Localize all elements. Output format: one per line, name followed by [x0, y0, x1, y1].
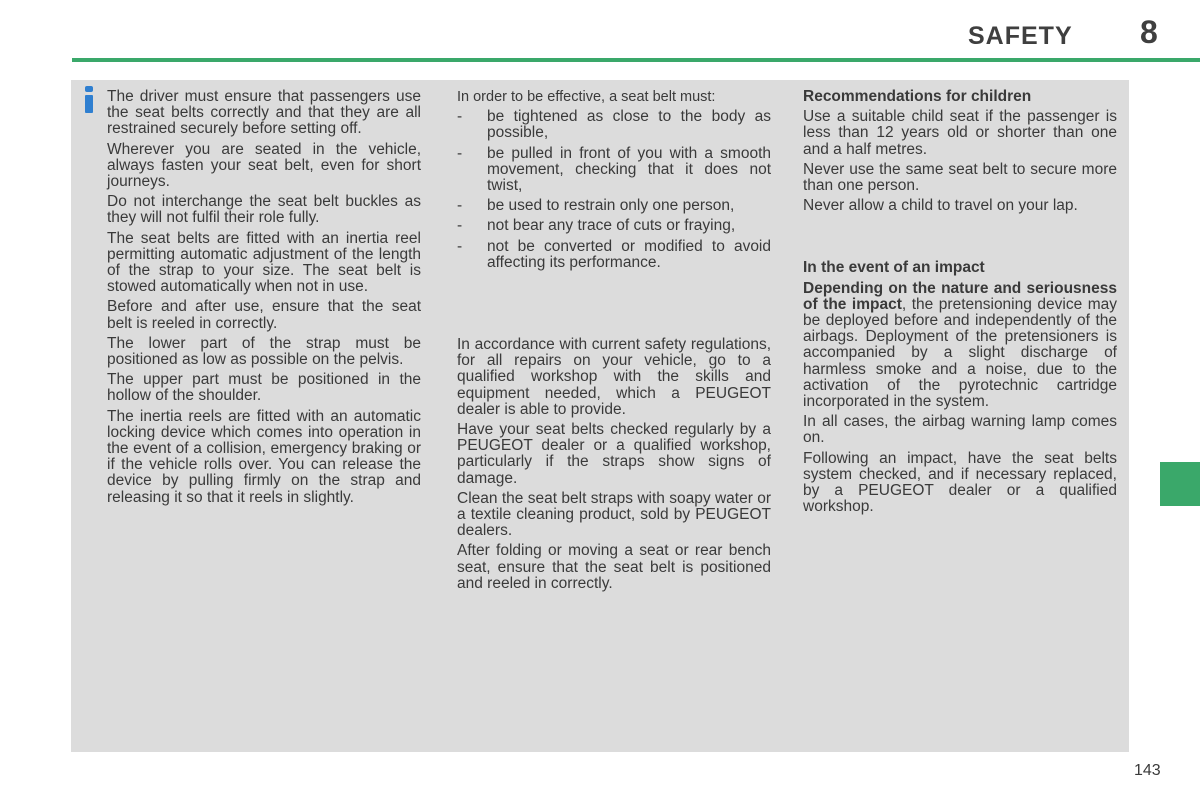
header-divider	[72, 58, 1200, 62]
paragraph: In all cases, the airbag warning lamp comes on.	[803, 413, 1117, 447]
list-item: - not be converted or modified to avoid affecting its performance.	[457, 237, 771, 271]
paragraph: The seat belts are fitted with an inertia reel permitting automatic adjustment of the length of the strap to your size. The seat belt is stowed automatically when not in use.	[107, 229, 421, 296]
paragraph: The upper part must be positioned in the hollow of the shoulder.	[107, 371, 421, 405]
info-icon-stem	[85, 95, 93, 113]
impact-heading: In the event of an impact	[803, 259, 985, 277]
section-title: SAFETY	[968, 22, 1073, 50]
list-item: - be tightened as close to the body as possible,	[457, 108, 771, 142]
list-item-text: not bear any trace of cuts or fraying,	[487, 217, 736, 235]
page-number: 143	[1134, 762, 1161, 779]
spacer	[457, 275, 771, 337]
list-item-text: not be converted or modified to avoid affecting its performance.	[487, 237, 771, 271]
paragraph: Never use the same seat belt to secure more than one person.	[803, 160, 1117, 195]
paragraph: Wherever you are seated in the vehicle, always fasten your seat belt, even for short journeys.	[107, 140, 421, 191]
paragraph: In accordance with current safety regulations, for all repairs on your vehicle, go to a qualified workshop with the skills and equipment needed, which a PEUGEOT dealer is able to provide.	[457, 336, 771, 418]
impact-rest: , the pretensioning device may be deployed before and independently of the airbags. Deployment of the pretensioners is accompanied by a slight discharge of harmless smoke and a noise, due to the activation of the pyrotechnic cartridge incorporated in the system.	[803, 295, 1117, 411]
chapter-tab-marker	[1160, 462, 1200, 506]
info-icon-dot	[85, 86, 93, 92]
paragraph: Have your seat belts checked regularly by a PEUGEOT dealer or a qualified workshop, particularly if the straps show signs of damage.	[457, 421, 771, 487]
paragraph: Following an impact, have the seat belts system checked, and if necessary replaced, by a PEUGEOT dealer or a qualified workshop.	[803, 449, 1117, 516]
spacer	[803, 218, 1117, 260]
list-item: - not bear any trace of cuts or fraying,	[457, 217, 736, 235]
chapter-number: 8	[1140, 14, 1158, 50]
paragraph: Do not interchange the seat belt buckles as they will not fulfil their role fully.	[107, 193, 421, 227]
list-item-text: be pulled in front of you with a smooth movement, checking that it does not twist,	[487, 144, 771, 195]
list-item: - be pulled in front of you with a smooth movement, checking that it does not twist,	[457, 144, 771, 195]
paragraph: The driver must ensure that passengers use the seat belts correctly and that they are all restrained securely before setting off.	[107, 88, 421, 138]
paragraph: The lower part of the strap must be positioned as low as possible on the pelvis.	[107, 334, 421, 369]
paragraph: The inertia reels are fitted with an automatic locking device which comes into operation in the event of a collision, emergency braking or if the vehicle rolls over. You can release the device by pulling firmly on the strap and releasing it so that it reels in slightly.	[107, 407, 421, 506]
column-seat-belt-requirements	[457, 89, 771, 596]
list-item-text: be used to restrain only one person,	[487, 197, 735, 215]
list-item: - be used to restrain only one person,	[457, 197, 735, 215]
paragraph: Never allow a child to travel on your lap.	[803, 197, 1078, 215]
list-intro: In order to be effective, a seat belt must:	[457, 89, 716, 105]
info-icon	[84, 86, 96, 116]
impact-paragraph	[803, 281, 1117, 411]
list-item-text: be tightened as close to the body as possible,	[487, 108, 771, 142]
impact-bold-lead: Depending on the nature and seriousness of the impact	[803, 279, 1117, 313]
column-children-and-impact	[803, 89, 1117, 519]
paragraph: Before and after use, ensure that the seat belt is reeled in correctly.	[107, 298, 421, 332]
requirements-list	[457, 109, 771, 271]
column-seat-belt-basics	[107, 89, 421, 510]
paragraph: Use a suitable child seat if the passenger is less than 12 years old or shorter than one and a half metres.	[803, 108, 1117, 158]
paragraph: After folding or moving a seat or rear bench seat, ensure that the seat belt is positioned and reeled in correctly.	[457, 542, 771, 592]
paragraph: Clean the seat belt straps with soapy water or a textile cleaning product, sold by PEUGEOT dealers.	[457, 489, 771, 540]
children-heading: Recommendations for children	[803, 88, 1032, 105]
